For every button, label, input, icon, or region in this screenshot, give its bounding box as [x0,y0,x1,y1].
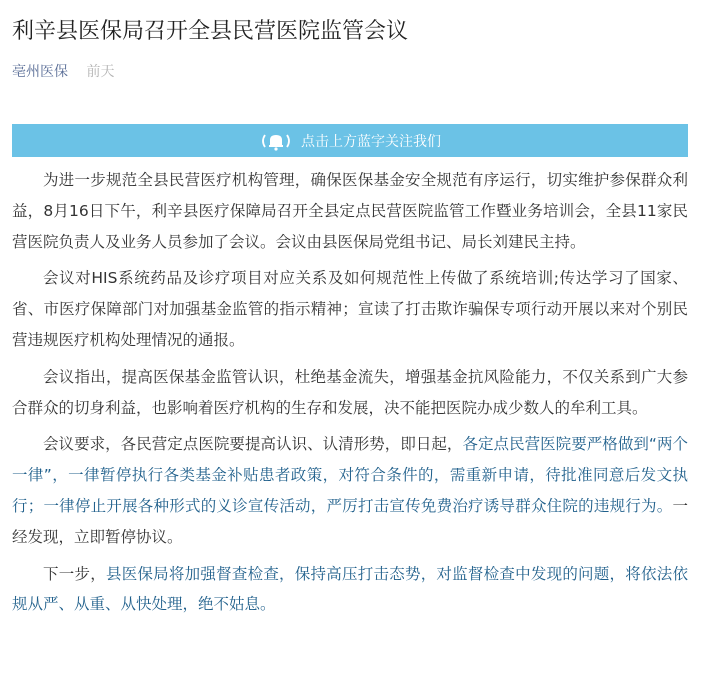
follow-banner[interactable] [12,124,688,157]
paragraph-4-highlight: 各定点民营医院要严格做到“两个一律”，一律暂停执行各类基金补贴患者政策，对符合条件的，需重新申请，待批准同意后发文执行；一律停止开展各种形式的义诊宣传活动，严厉打击宣传免费治疗诱导群众住院的违规行为。 [12,435,688,515]
article-body [12,165,688,626]
follow-banner-label: 点击上方蓝字关注我们 [301,133,441,150]
paragraph-5-intro: 下一步， [43,564,106,583]
paragraph-5 [12,559,688,621]
paragraph-1: 为进一步规范全县民营医疗机构管理，确保医保基金安全规范有序运行，切实维护参保群众利益，8月16日下午，利辛县医疗保障局召开全县定点民营医院监管工作暨业务培训会，全县11家民营医院负责人及业务人员参加了会议。会议由县医保局党组书记、局长刘建民主持。 [12,171,688,251]
paragraph-4 [12,429,688,552]
paragraph-3: 会议指出，提高医保基金监管认识，杜绝基金流失，增强基金抗风险能力，不仅关系到广大参合群众的切身利益，也影响着医疗机构的生存和发展，决不能把医院办成少数人的牟利工具。 [12,367,688,417]
paragraph-4-intro: 会议要求，各民营定点医院要提高认识、认清形势，即日起， [43,435,463,454]
publish-time: 前天 [86,64,115,80]
article-title: 利辛县医保局召开全县民营医院监管会议 [12,19,409,44]
account-name-link[interactable]: 亳州医保 [12,64,68,80]
megaphone-icon [259,130,293,152]
article-meta [12,62,114,82]
paragraph-2: 会议对HIS系统药品及诊疗项目对应关系及如何规范性上传做了系统培训;传达学习了国家、省、市医疗保障部门对加强基金监管的指示精神；宣读了打击欺诈骗保专项行动开展以来对个别民营违规医疗机构处理情况的通报。 [12,269,688,349]
paragraph-5-highlight: 县医保局将加强督查检查，保持高压打击态势，对监督检查中发现的问题，将依法依规从严、从重、从快处理，绝不姑息。 [12,564,688,614]
paragraph-4-tail: 一经发现，立即暂停协议。 [12,496,688,546]
